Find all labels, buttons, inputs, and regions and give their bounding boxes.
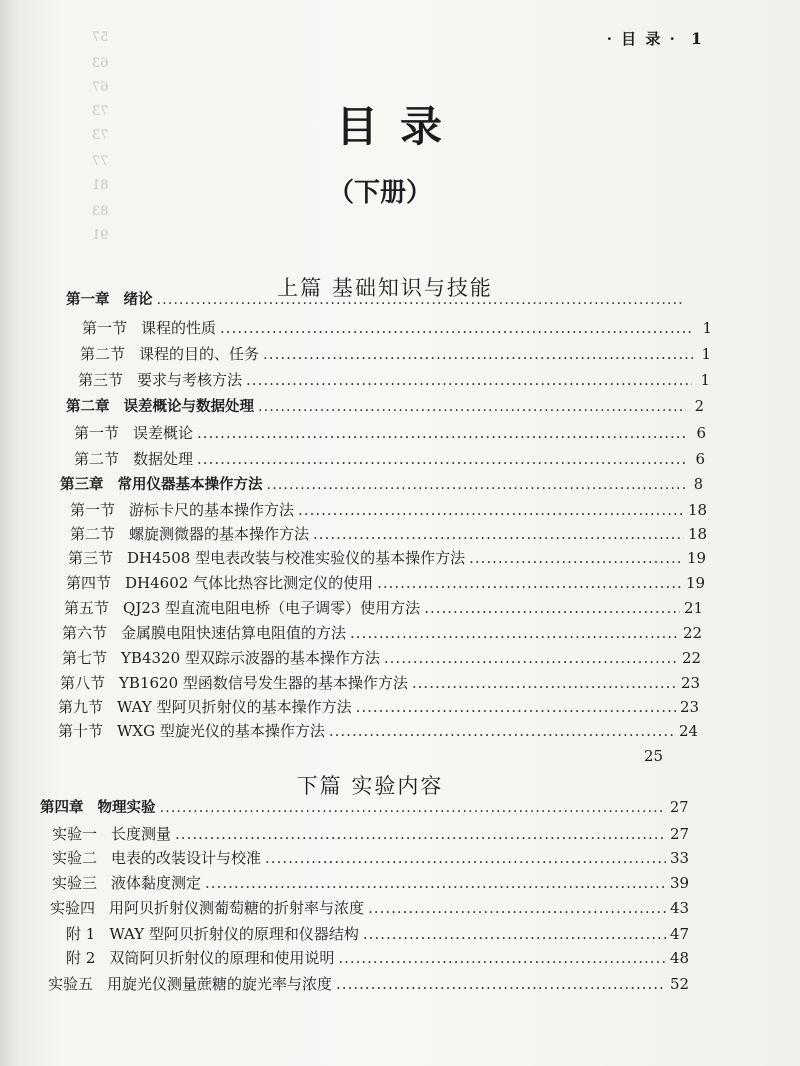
dot-leader	[205, 873, 666, 893]
part-one-title: 上篇 基础知识与技能	[277, 276, 493, 300]
header-page-number: 1	[690, 29, 704, 48]
dot-leader	[157, 290, 683, 310]
toc-entry-page: 27	[670, 800, 689, 816]
toc-entry-label: 第三节	[68, 549, 114, 567]
trailing-page-number: 25	[644, 747, 664, 765]
toc-entry-label: 实验三	[52, 874, 98, 892]
toc-entry-label: 第九节	[58, 698, 104, 716]
dot-leader	[197, 423, 688, 443]
toc-section-row	[52, 848, 690, 868]
toc-entry-page: 1	[701, 345, 711, 363]
toc-entry-title: 用阿贝折射仪测葡萄糖的折射率与浓度	[109, 899, 365, 917]
toc-entry-title: WAY 型阿贝折射仪的基本操作方法	[117, 698, 352, 716]
dot-leader	[356, 697, 676, 717]
toc-entry-title: 金属膜电阻快速估算电阻值的方法	[121, 624, 347, 642]
toc-entry-label: 第四章	[40, 800, 84, 816]
toc-entry-page: 8	[693, 477, 703, 493]
toc-entry-page: 39	[670, 874, 690, 892]
toc-entry-label: 第六节	[62, 624, 108, 642]
toc-section-row	[66, 948, 690, 968]
dot-leader	[246, 370, 692, 390]
dot-leader	[175, 824, 666, 844]
toc-entry-title: 误差概论与数据处理	[123, 399, 254, 415]
toc-entry-title: DH4602 气体比热容比测定仪的使用	[125, 574, 374, 592]
toc-entry-title: YB4320 型双踪示波器的基本操作方法	[121, 649, 380, 667]
toc-entry-page: 21	[684, 599, 704, 617]
toc-entry-label: 第二节	[74, 450, 120, 468]
toc-entry-title: 课程的性质	[141, 319, 217, 337]
toc-entry-label: 第三节	[78, 371, 124, 389]
toc-entry-label: 第一节	[82, 319, 128, 337]
toc-section-row	[52, 824, 690, 844]
toc-entry-title: QJ23 型直流电阻电桥（电子调零）使用方法	[123, 599, 421, 617]
ghost-page-number: 57	[92, 30, 109, 45]
toc-entry-label: 附 2	[66, 949, 96, 967]
toc-entry-title: 用旋光仪测量蔗糖的旋光率与浓度	[107, 975, 333, 993]
toc-section-row	[60, 673, 701, 693]
toc-entry-title: 要求与考核方法	[137, 371, 243, 389]
toc-chapter-row	[66, 290, 700, 310]
dot-leader	[267, 475, 686, 495]
dot-leader	[298, 500, 684, 520]
running-header	[607, 28, 704, 49]
dot-leader	[265, 848, 666, 868]
toc-entry-page: 22	[682, 649, 702, 667]
toc-entry-page: 23	[680, 698, 700, 716]
toc-section-row	[48, 974, 690, 994]
toc-section-row	[50, 898, 690, 918]
toc-chapter-row	[60, 475, 703, 495]
toc-entry-page: 6	[696, 424, 706, 442]
ghost-page-number: 81	[92, 178, 109, 193]
toc-entry-label: 第七节	[62, 649, 108, 667]
dot-leader	[377, 573, 682, 593]
toc-section-row	[82, 318, 712, 338]
toc-section-row	[80, 344, 711, 364]
toc-entry-label: 第五节	[64, 599, 110, 617]
dot-leader	[258, 397, 686, 417]
toc-entry-label: 第十节	[58, 722, 104, 740]
toc-entry-page: 1	[702, 319, 712, 337]
toc-entry-title: 螺旋测微器的基本操作方法	[129, 525, 310, 543]
toc-section-row	[66, 573, 706, 593]
dot-leader	[363, 924, 666, 944]
toc-section-row	[68, 548, 707, 568]
dot-leader	[336, 974, 666, 994]
toc-entry-page: 43	[670, 899, 690, 917]
toc-entry-label: 第八节	[60, 674, 106, 692]
toc-entry-title: 误差概论	[133, 424, 194, 442]
toc-section-row	[74, 449, 705, 469]
toc-entry-title: 长度测量	[111, 825, 172, 843]
dot-leader	[263, 344, 693, 364]
dot-leader	[160, 798, 667, 818]
toc-section-row	[52, 873, 690, 893]
page-title: 目录	[335, 102, 464, 151]
toc-entry-page: 27	[670, 825, 690, 843]
toc-entry-label: 附 1	[66, 925, 96, 943]
ghost-page-number: 67	[92, 80, 109, 95]
toc-entry-label: 第一节	[74, 424, 120, 442]
toc-entry-page: 47	[670, 925, 690, 943]
toc-entry-page: 1	[700, 371, 710, 389]
ghost-page-number: 91	[92, 228, 109, 243]
dot-leader	[350, 623, 679, 643]
toc-section-row	[62, 623, 703, 643]
toc-entry-page: 33	[670, 849, 690, 867]
toc-entry-label: 实验五	[48, 975, 94, 993]
dot-leader	[329, 721, 675, 741]
toc-section-row	[70, 500, 708, 520]
dot-leader	[197, 449, 687, 469]
toc-section-row	[64, 598, 704, 618]
toc-entry-page: 18	[688, 501, 708, 519]
toc-section-row	[62, 648, 702, 668]
toc-entry-title: YB1620 型函数信号发生器的基本操作方法	[119, 674, 408, 692]
header-section: · 目 录 ·	[606, 30, 677, 48]
toc-entry-page: 19	[687, 549, 707, 567]
toc-entry-title: 物理实验	[97, 800, 156, 816]
toc-entry-label: 第二节	[80, 345, 126, 363]
toc-entry-title: DH4508 型电表改装与校准实验仪的基本操作方法	[127, 549, 466, 567]
toc-entry-label: 实验四	[50, 899, 96, 917]
dot-leader	[469, 548, 683, 568]
toc-entry-label: 第二章	[66, 399, 110, 415]
toc-section-row	[58, 697, 700, 717]
ghost-page-number: 63	[92, 56, 109, 71]
toc-entry-title: 常用仪器基本操作方法	[117, 477, 263, 493]
part-two-title: 下篇 实验内容	[296, 774, 444, 798]
toc-entry-title: WXG 型旋光仪的基本操作方法	[117, 722, 325, 740]
toc-entry-page: 6	[695, 450, 705, 468]
toc-section-row	[70, 524, 708, 544]
ghost-page-number: 73	[92, 104, 109, 119]
toc-entry-title: 绪论	[123, 292, 153, 308]
toc-entry-label: 第二节	[70, 525, 116, 543]
toc-entry-title: 数据处理	[133, 450, 194, 468]
toc-section-row	[58, 721, 699, 741]
toc-entry-title: 电表的改装设计与校准	[111, 849, 262, 867]
dot-leader	[313, 524, 684, 544]
dot-leader	[220, 318, 694, 338]
toc-entry-page: 18	[688, 525, 708, 543]
toc-entry-page: 22	[683, 624, 703, 642]
toc-chapter-row	[40, 798, 689, 818]
dot-leader	[424, 598, 680, 618]
toc-entry-title: 游标卡尺的基本操作方法	[129, 501, 295, 519]
toc-entry-page: 48	[670, 949, 690, 967]
toc-entry-page: 24	[679, 722, 699, 740]
toc-entry-title: WAY 型阿贝折射仪的原理和仪器结构	[109, 925, 359, 943]
toc-entry-label: 第三章	[60, 477, 104, 493]
ghost-page-number: 83	[92, 204, 109, 219]
toc-entry-label: 实验二	[52, 849, 98, 867]
dot-leader	[412, 673, 677, 693]
toc-entry-label: 第一节	[70, 501, 116, 519]
toc-entry-label: 第一章	[66, 292, 110, 308]
toc-entry-page: 52	[670, 975, 690, 993]
toc-entry-page: 23	[681, 674, 701, 692]
toc-entry-label: 第四节	[66, 574, 112, 592]
volume-subtitle: （下册）	[327, 178, 432, 208]
toc-section-row	[74, 423, 706, 443]
toc-section-row	[66, 924, 690, 944]
toc-entry-page: 19	[686, 574, 706, 592]
toc-entry-title: 双筒阿贝折射仪的原理和使用说明	[109, 949, 335, 967]
toc-entry-title: 液体黏度测定	[111, 874, 202, 892]
dot-leader	[368, 898, 666, 918]
dot-leader	[338, 948, 666, 968]
ghost-page-number: 73	[92, 128, 109, 143]
toc-entry-title: 课程的目的、任务	[139, 345, 260, 363]
ghost-page-number: 77	[92, 154, 109, 169]
toc-entry-label: 实验一	[52, 825, 98, 843]
toc-section-row	[78, 370, 710, 390]
toc-chapter-row	[66, 397, 704, 417]
dot-leader	[384, 648, 678, 668]
toc-entry-page: 2	[694, 399, 704, 415]
